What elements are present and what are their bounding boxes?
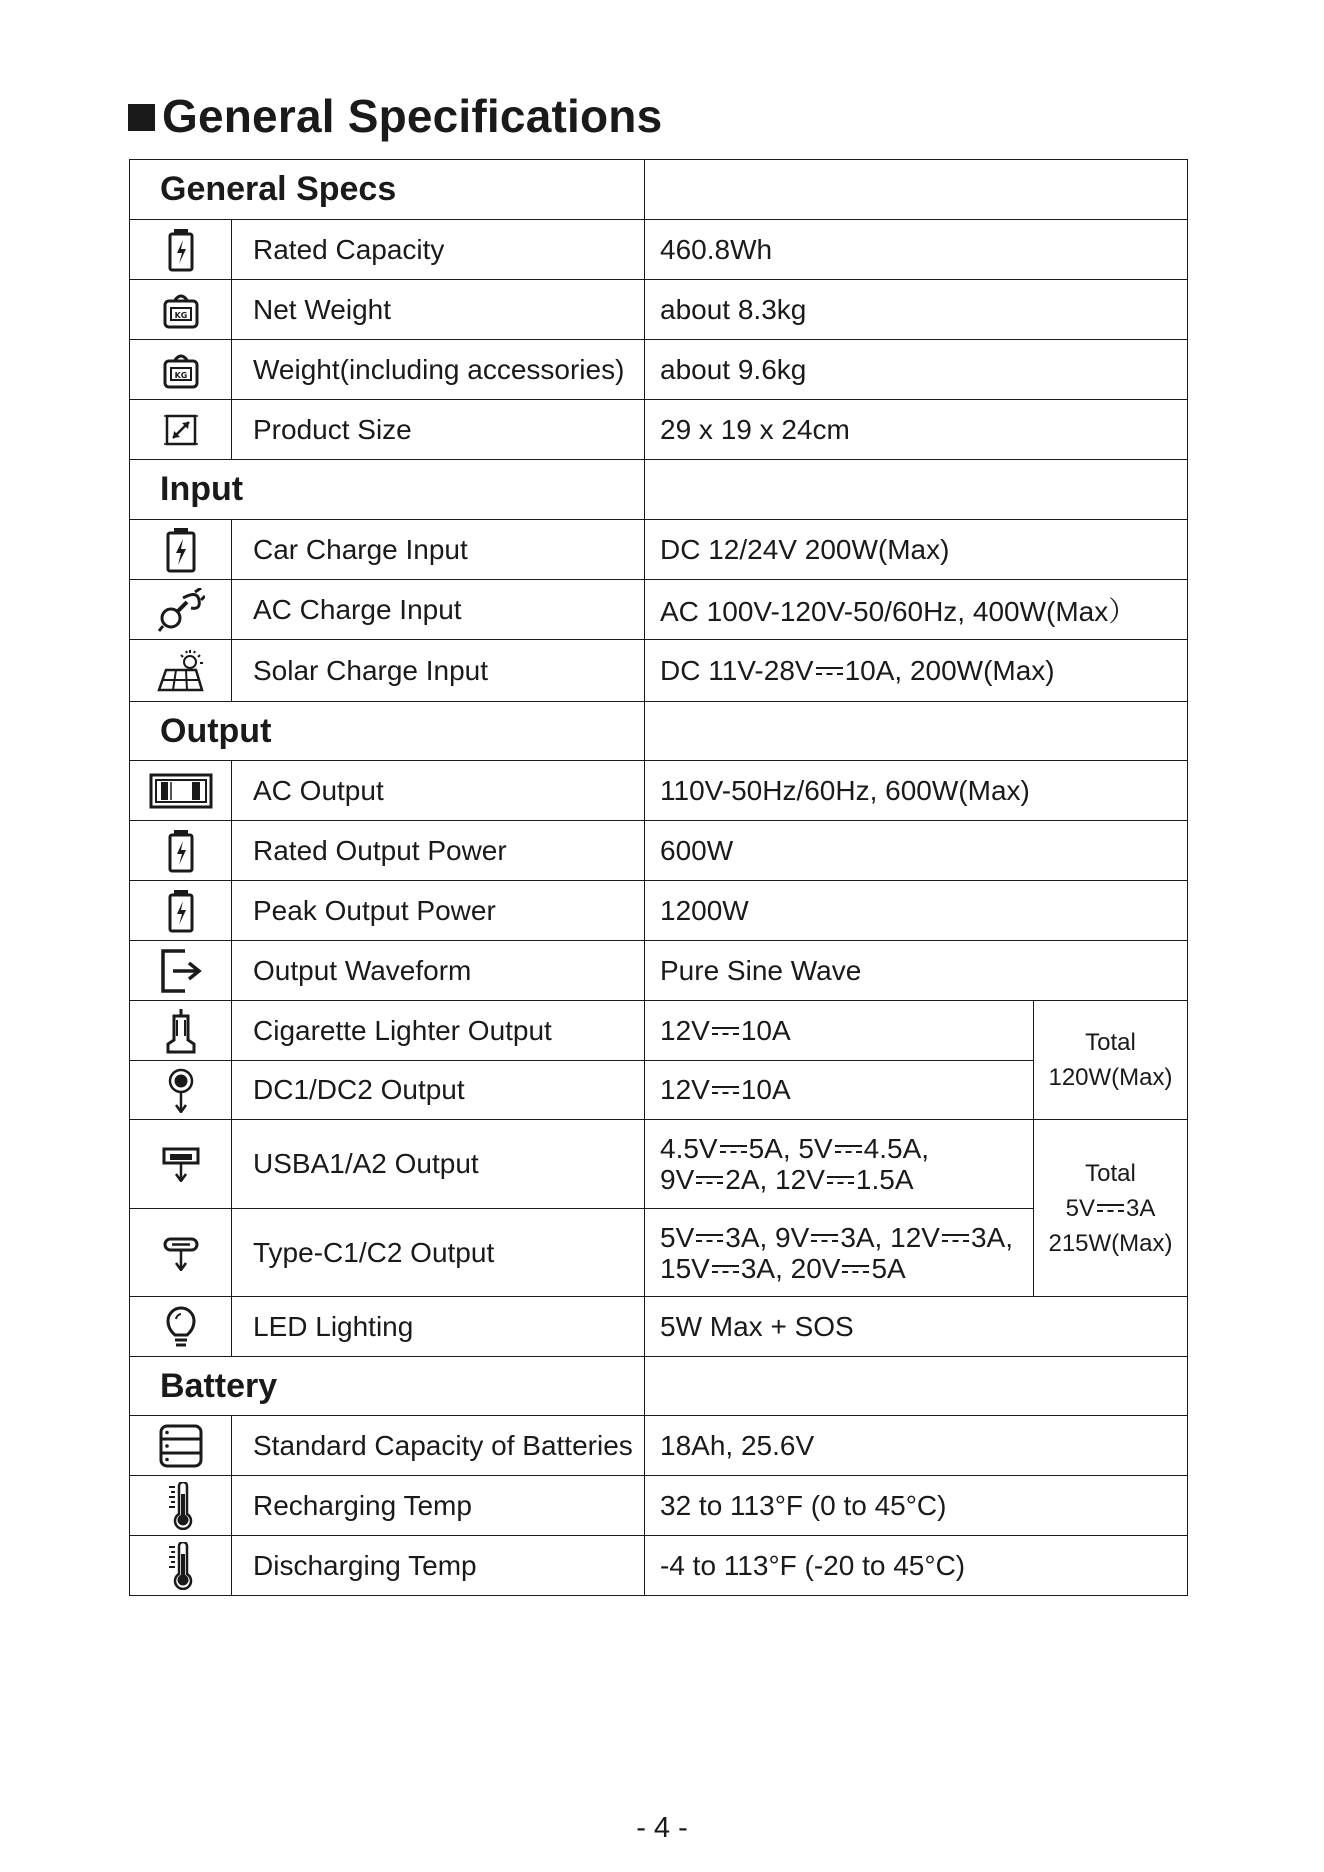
dc-symbol-icon [816, 665, 843, 676]
spec-label: AC Output [232, 761, 645, 821]
spec-label: Rated Output Power [232, 821, 645, 881]
value-text: 5V [660, 1221, 695, 1253]
table-row [130, 1416, 1188, 1476]
value-text: 1.5A [855, 1164, 914, 1195]
spec-value: -4 to 113°F (-20 to 45°C) [645, 1536, 1188, 1596]
dc-symbol-icon [712, 1084, 739, 1095]
spec-value: 29 x 19 x 24cm [645, 400, 1188, 460]
section-heading-general: General Specs [130, 160, 645, 220]
value-text: 3A, 9V [725, 1221, 810, 1253]
ac-socket-icon [149, 773, 213, 809]
page-title-text: General Specifications [162, 90, 663, 142]
car-battery-icon [165, 527, 197, 573]
table-row [130, 881, 1188, 941]
section-row-general [130, 160, 1188, 220]
table-row [130, 1297, 1188, 1357]
cigarette-lighter-icon [165, 1008, 197, 1054]
weight-kg-icon [161, 350, 201, 390]
spec-label: Car Charge Input [232, 520, 645, 580]
section-heading-battery: Battery [130, 1357, 645, 1416]
spec-label: Discharging Temp [232, 1536, 645, 1596]
dc-symbol-icon [696, 1232, 723, 1243]
light-bulb-icon [165, 1305, 197, 1349]
dc-symbol-icon [811, 1232, 838, 1243]
spec-value: DC 12/24V 200W(Max) [645, 520, 1188, 580]
table-row [130, 1061, 1188, 1120]
spec-value: 32 to 113°F (0 to 45°C) [645, 1476, 1188, 1536]
dc-symbol-icon [1097, 1202, 1124, 1213]
value-text: DC 11V-28V [660, 654, 814, 686]
value-text: 5V [1065, 1194, 1095, 1222]
spec-label: AC Charge Input [232, 580, 645, 640]
spec-value [645, 1001, 1034, 1061]
total-label: Total [1085, 1159, 1136, 1187]
table-row [130, 520, 1188, 580]
ac-plug-icon [157, 588, 205, 632]
total-label: Total [1085, 1029, 1136, 1056]
spec-table [129, 159, 1188, 1596]
spec-label: Peak Output Power [232, 881, 645, 941]
value-text: 15V [660, 1252, 710, 1284]
value-text: 3A, 20V [740, 1252, 841, 1284]
spec-label: Recharging Temp [232, 1476, 645, 1536]
table-row [130, 1120, 1188, 1209]
value-text: 3A, 12V [840, 1221, 940, 1253]
value-text: 3A [1126, 1194, 1156, 1222]
usb-a-icon [162, 1146, 200, 1182]
dc-port-icon [167, 1067, 195, 1113]
spec-label: Rated Capacity [232, 220, 645, 280]
page-number: - 4 - [636, 1812, 688, 1844]
table-row [130, 580, 1188, 640]
spec-value [645, 1209, 1034, 1297]
spec-value [645, 1061, 1034, 1120]
spec-label: Weight(including accessories) [232, 340, 645, 400]
section-row-output [130, 702, 1188, 761]
spec-label: Product Size [232, 400, 645, 460]
total-usb-cell [1034, 1120, 1188, 1297]
spec-label: Type-C1/C2 Output [232, 1209, 645, 1297]
page-title [128, 88, 662, 144]
dc-symbol-icon [696, 1174, 723, 1185]
table-row [130, 400, 1188, 460]
weight-kg-icon [161, 290, 201, 330]
value-text: 2A, 12V [725, 1164, 825, 1195]
value-text: 10A [740, 1074, 791, 1105]
spec-label: Solar Charge Input [232, 640, 645, 702]
total-dc-cell [1034, 1001, 1188, 1120]
dc-symbol-icon [712, 1263, 739, 1274]
dimensions-icon [162, 410, 200, 450]
value-line [660, 1253, 1033, 1284]
total-value: 120W(Max) [1048, 1064, 1173, 1091]
thermometer-icon [167, 1482, 195, 1530]
table-row [130, 761, 1188, 821]
spec-value: about 8.3kg [645, 280, 1188, 340]
spec-value: 460.8Wh [645, 220, 1188, 280]
value-text: 9V [660, 1164, 695, 1195]
empty-cell [645, 460, 1188, 520]
section-row-input [130, 460, 1188, 520]
battery-stack-icon [158, 1424, 204, 1468]
empty-cell [645, 702, 1188, 761]
spec-value [645, 640, 1188, 702]
value-text: 4.5A, [863, 1133, 930, 1164]
spec-value: 5W Max + SOS [645, 1297, 1188, 1357]
empty-cell [645, 1357, 1188, 1416]
value-text: 5A, 5V [748, 1133, 833, 1164]
total-value: 215W(Max) [1048, 1229, 1173, 1257]
table-row [130, 1536, 1188, 1596]
spec-label: Standard Capacity of Batteries [232, 1416, 645, 1476]
output-arrow-icon [159, 947, 203, 995]
spec-value: about 9.6kg [645, 340, 1188, 400]
value-line [660, 1222, 1033, 1253]
dc-symbol-icon [835, 1143, 862, 1154]
thermometer-icon [167, 1542, 195, 1590]
spec-value: 600W [645, 821, 1188, 881]
table-row [130, 821, 1188, 881]
table-row [130, 220, 1188, 280]
value-text: 12V [660, 1014, 710, 1046]
spec-value: Pure Sine Wave [645, 941, 1188, 1001]
table-row [130, 1476, 1188, 1536]
value-line [660, 1164, 1033, 1195]
value-line [660, 1133, 1033, 1164]
value-text: 10A [740, 1014, 791, 1046]
table-row [130, 1209, 1188, 1297]
battery-charge-icon [168, 889, 194, 933]
spec-value [645, 1120, 1034, 1209]
dc-symbol-icon [827, 1174, 854, 1185]
spec-label: Output Waveform [232, 941, 645, 1001]
spec-label: LED Lighting [232, 1297, 645, 1357]
table-row [130, 1001, 1188, 1061]
total-line [1034, 1191, 1187, 1226]
title-bullet-square [128, 104, 155, 131]
battery-charge-icon [168, 829, 194, 873]
table-row [130, 640, 1188, 702]
dc-symbol-icon [712, 1025, 739, 1036]
dc-symbol-icon [842, 1263, 869, 1274]
spec-value: 110V-50Hz/60Hz, 600W(Max) [645, 761, 1188, 821]
solar-panel-icon [156, 648, 206, 694]
section-heading-input: Input [130, 460, 645, 520]
spec-label: USBA1/A2 Output [232, 1120, 645, 1209]
section-heading-output: Output [130, 702, 645, 761]
value-text: 3A, [970, 1221, 1013, 1253]
value-text: 10A, 200W(Max) [844, 654, 1055, 686]
spec-value: 1200W [645, 881, 1188, 941]
value-text: 12V [660, 1074, 710, 1105]
spec-label: Cigarette Lighter Output [232, 1001, 645, 1061]
spec-label: DC1/DC2 Output [232, 1061, 645, 1120]
spec-value: 18Ah, 25.6V [645, 1416, 1188, 1476]
spec-value: AC 100V-120V-50/60Hz, 400W(Max） [645, 580, 1188, 640]
dc-symbol-icon [720, 1143, 747, 1154]
section-row-battery [130, 1357, 1188, 1416]
svg-text:KG: KG [174, 310, 187, 320]
table-row [130, 280, 1188, 340]
value-text: 4.5V [660, 1133, 718, 1164]
table-row [130, 941, 1188, 1001]
battery-charge-icon [168, 228, 194, 272]
dc-symbol-icon [942, 1232, 969, 1243]
usb-c-icon [162, 1235, 200, 1271]
spec-label: Net Weight [232, 280, 645, 340]
svg-text:KG: KG [174, 370, 187, 380]
value-text: 5A [871, 1252, 906, 1284]
table-row [130, 340, 1188, 400]
empty-cell [645, 160, 1188, 220]
